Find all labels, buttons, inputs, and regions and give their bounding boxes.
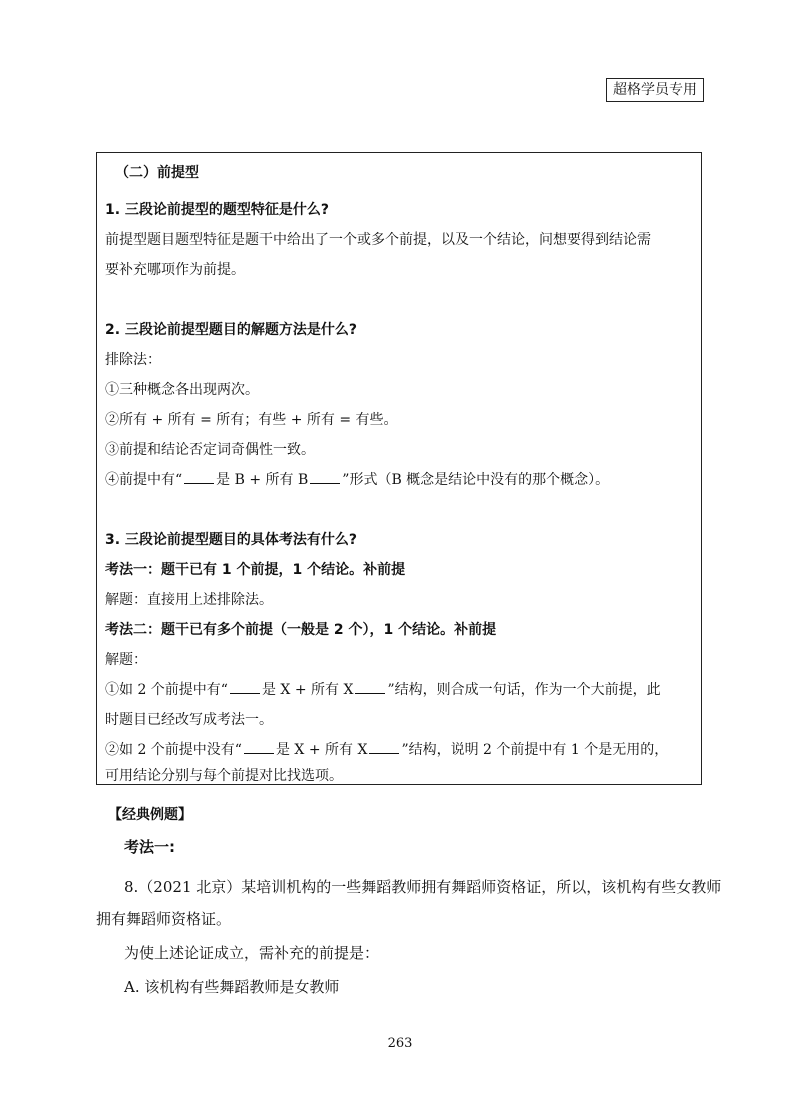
q2-rule4-part-b: 是 B + 所有 B (216, 472, 309, 488)
solution2-line2: 可用结论分别与每个前提对比找选项。 (105, 768, 343, 784)
blank-line (244, 741, 274, 754)
blank-line (184, 471, 214, 484)
blank-line (310, 471, 340, 484)
q2-rule4-part-a: ④前提中有“ (105, 472, 183, 488)
blank-line (369, 741, 399, 754)
q2-method-label: 排除法： (105, 352, 161, 368)
option-a: A. 该机构有些舞蹈教师是女教师 (124, 978, 340, 996)
section-title: （二）前提型 (115, 165, 199, 181)
solution1-line1 (105, 679, 661, 699)
q2-rule2: ②所有 + 所有 = 所有；有些 + 所有 = 有些。 (105, 412, 398, 428)
q2-rule3: ③前提和结论否定词奇偶性一致。 (105, 442, 315, 458)
method2-solution-label: 解题： (105, 652, 147, 668)
method1-solution: 解题：直接用上述排除法。 (105, 592, 273, 608)
question-line2: 拥有舞蹈师资格证。 (96, 910, 232, 928)
question-prompt: 为使上述论证成立，需补充的前提是： (124, 944, 380, 962)
q2-rule4 (105, 469, 609, 489)
q1-answer-line2: 要补充哪项作为前提。 (105, 262, 245, 278)
q1-title: 1. 三段论前提型的题型特征是什么? (105, 202, 330, 218)
q3-title: 3. 三段论前提型题目的具体考法有什么? (105, 532, 358, 548)
sol2-part-a: ②如 2 个前提中没有“ (105, 742, 242, 758)
sol2-part-b: 是 X + 所有 X (275, 742, 368, 758)
blank-line (355, 681, 385, 694)
header-tag: 超格学员专用 (606, 78, 704, 102)
method-heading: 考法一: (124, 838, 175, 856)
q2-title: 2. 三段论前提型题目的解题方法是什么? (105, 322, 358, 338)
page-number: 263 (387, 1036, 413, 1051)
q2-rule4-part-c: ”形式（B 概念是结论中没有的那个概念）。 (342, 472, 610, 488)
solution2-line1 (105, 739, 668, 759)
q1-answer-line1: 前提型题目题型特征是题干中给出了一个或多个前提，以及一个结论，问想要得到结论需 (105, 232, 651, 248)
blank-line (230, 681, 260, 694)
method1-title: 考法一：题干已有 1 个前提，1 个结论。补前提 (105, 562, 406, 578)
solution1-line2: 时题目已经改写成考法一。 (105, 712, 273, 728)
q2-rule1: ①三种概念各出现两次。 (105, 382, 259, 398)
question-line1: 8.（2021 北京）某培训机构的一些舞蹈教师拥有舞蹈师资格证，所以，该机构有些女教师 (124, 878, 722, 896)
sol2-part-c: ”结构，说明 2 个前提中有 1 个是无用的， (401, 742, 669, 758)
sol1-part-c: ”结构，则合成一句话，作为一个大前提，此 (387, 682, 661, 698)
sol1-part-a: ①如 2 个前提中有“ (105, 682, 228, 698)
sol1-part-b: 是 X + 所有 X (261, 682, 354, 698)
method2-title: 考法二：题干已有多个前提（一般是 2 个），1 个结论。补前提 (105, 622, 497, 638)
content-box (96, 152, 702, 785)
examples-heading: 【经典例题】 (108, 807, 192, 823)
